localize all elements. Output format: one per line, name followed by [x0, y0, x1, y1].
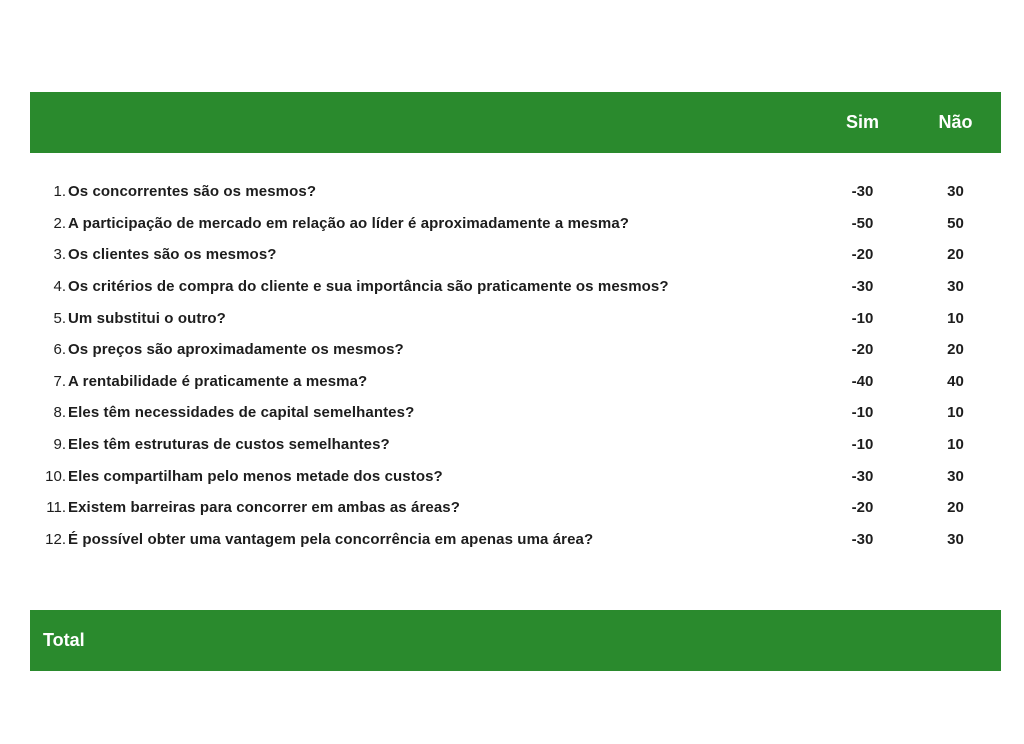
table-row — [30, 334, 1001, 366]
nao-value: 30 — [947, 278, 964, 296]
nao-value: 30 — [947, 183, 964, 201]
nao-value: 50 — [947, 214, 964, 232]
row-number: 4. — [53, 278, 66, 296]
sim-value: -30 — [851, 530, 874, 548]
nao-value: 30 — [947, 467, 964, 485]
row-number: 6. — [53, 341, 66, 359]
table-row — [30, 302, 1001, 334]
table-row — [30, 460, 1001, 492]
table-row — [30, 208, 1001, 240]
column-header-nao: Não — [938, 112, 973, 132]
nao-value: 20 — [947, 341, 964, 359]
row-number: 2. — [53, 214, 66, 232]
nao-value: 30 — [947, 530, 964, 548]
question-text: Eles têm estruturas de custos semelhantes? — [68, 436, 390, 454]
sim-value: -10 — [851, 436, 874, 454]
sim-value: -30 — [851, 467, 874, 485]
sim-value: -40 — [851, 372, 874, 390]
sim-value: -50 — [851, 214, 874, 232]
total-label: Total — [43, 630, 85, 650]
row-number: 1. — [53, 183, 66, 201]
table-row — [30, 239, 1001, 271]
row-number: 9. — [53, 436, 66, 454]
sim-value: -20 — [851, 499, 874, 517]
sim-value: -10 — [851, 404, 874, 422]
question-text: A participação de mercado em relação ao líder é aproximadamente a mesma? — [68, 214, 630, 232]
question-text: Os preços são aproximadamente os mesmos? — [68, 341, 404, 359]
row-number: 8. — [53, 404, 66, 422]
question-list — [30, 176, 1001, 555]
nao-value: 20 — [947, 499, 964, 517]
question-text: Eles compartilham pelo menos metade dos custos? — [68, 467, 443, 485]
question-text: Os critérios de compra do cliente e sua importância são praticamente os mesmos? — [68, 278, 669, 296]
question-text: Os concorrentes são os mesmos? — [68, 183, 317, 201]
question-text: É possível obter uma vantagem pela concorrência em apenas uma área? — [68, 530, 594, 548]
table-row — [30, 397, 1001, 429]
question-text: Existem barreiras para concorrer em ambas as áreas? — [68, 499, 460, 517]
question-text: Um substitui o outro? — [68, 309, 226, 327]
sim-value: -20 — [851, 246, 874, 264]
question-text: A rentabilidade é praticamente a mesma? — [68, 372, 368, 390]
table-row — [30, 492, 1001, 524]
row-number: 5. — [53, 309, 66, 327]
row-number: 10. — [45, 467, 66, 485]
row-number: 7. — [53, 372, 66, 390]
table-row — [30, 271, 1001, 303]
table-row — [30, 176, 1001, 208]
nao-value: 10 — [947, 309, 964, 327]
sim-value: -30 — [851, 278, 874, 296]
nao-value: 20 — [947, 246, 964, 264]
table-row — [30, 366, 1001, 398]
row-number: 11. — [46, 499, 66, 517]
table-row — [30, 429, 1001, 461]
total-bar — [30, 610, 1001, 671]
row-number: 12. — [45, 530, 66, 548]
nao-value: 10 — [947, 436, 964, 454]
nao-value: 40 — [947, 372, 964, 390]
sim-value: -20 — [851, 341, 874, 359]
row-number: 3. — [53, 246, 66, 264]
sim-value: -30 — [851, 183, 874, 201]
column-header-sim: Sim — [845, 112, 879, 132]
nao-value: 10 — [947, 404, 964, 422]
question-text: Eles têm necessidades de capital semelhantes? — [68, 404, 415, 422]
table-header-bar — [30, 92, 1001, 153]
table-row — [30, 524, 1001, 556]
sim-value: -10 — [851, 309, 874, 327]
question-text: Os clientes são os mesmos? — [68, 246, 277, 264]
